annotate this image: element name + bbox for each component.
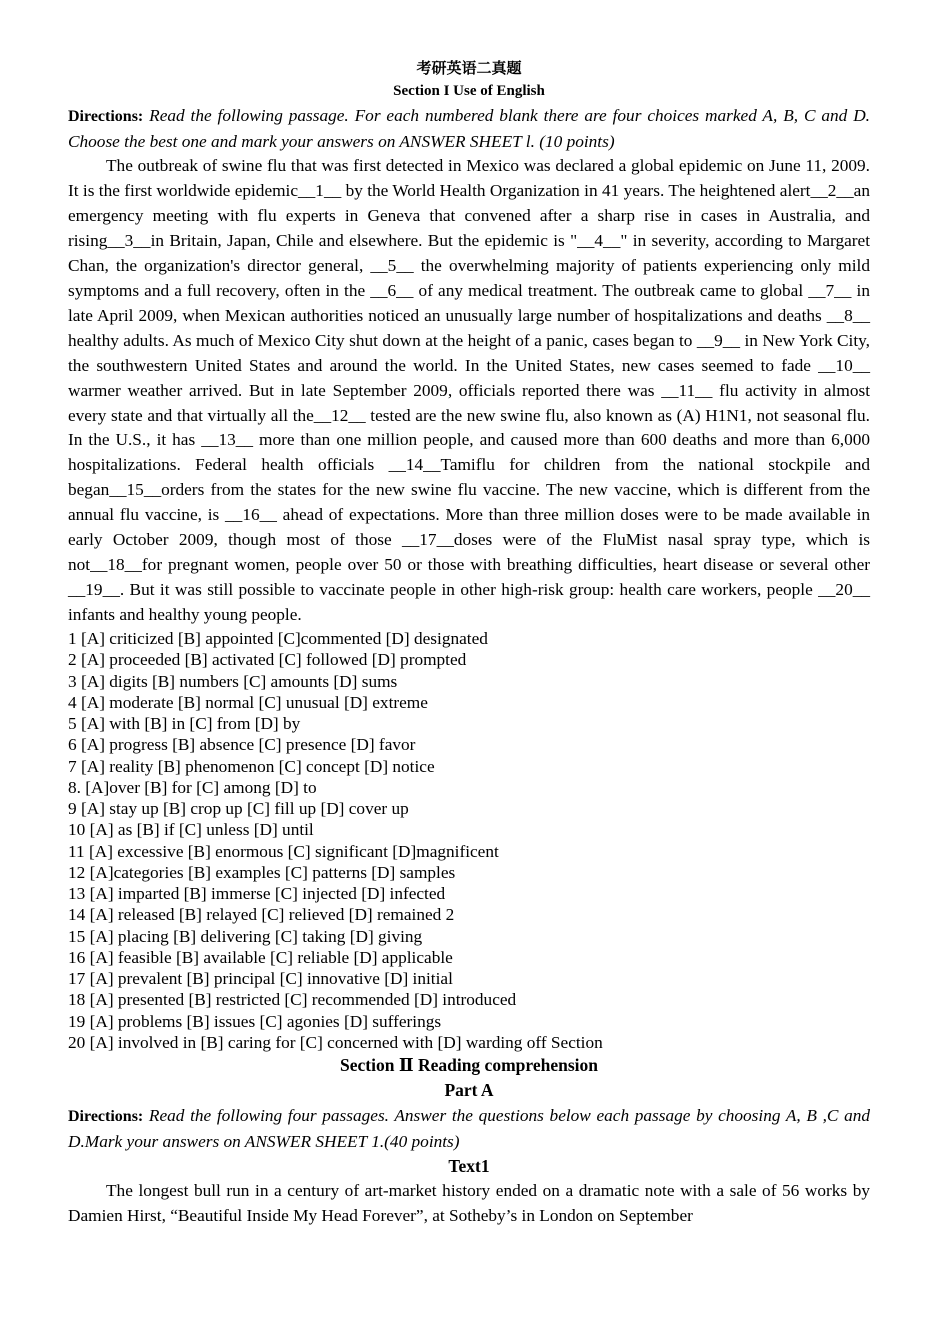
document-title: 考研英语二真题 [416,61,522,77]
option-line: 18 [A] presented [B] restricted [C] recommended [D] introduced [68,990,517,1010]
option-line: 2 [A] proceeded [B] activated [C] followed [D] prompted [68,650,467,670]
option-line: 15 [A] placing [B] delivering [C] taking [D] giving [68,926,423,946]
option-line: 3 [A] digits [B] numbers [C] amounts [D] sums [68,671,398,691]
option-line: 20 [A] involved in [B] caring for [C] concerned with [D] warding off Section [68,1032,603,1052]
cloze-options-list [68,628,870,1053]
option-line: 1 [A] criticized [B] appointed [C]commented [D] designated [68,629,488,649]
option-line: 16 [A] feasible [B] available [C] reliable [D] applicable [68,947,453,967]
text-1-title: Text1 [448,1156,490,1177]
option-line: 8. [A]over [B] for [C] among [D] to [68,777,317,797]
text-1-paragraph: The longest bull run in a century of art-market history ended on a dramatic note with a sale of 56 works by Damien Hirst, “Beautiful Inside My Head Forever”, at Sotheby’s in London on September [68,1181,870,1226]
directions-text: Read the following four passages. Answer the questions below each passage by choosing A, B ,C and D.Mark your answers on ANSWER SHEET 1.(40 points) [68,1106,870,1152]
directions-text: Read the following passage. For each numbered blank there are four choices marked A, B, C and D. Choose the best one and mark your answers on ANSWER SHEET l. (10 points) [68,106,870,151]
option-line: 7 [A] reality [B] phenomenon [C] concept [D] notice [68,756,435,776]
cloze-passage: The outbreak of swine flu that was first detected in Mexico was declared a global epidemic on June 11, 2009. It is the first worldwide epidemic__1__ by the World Health Organization in 41 years. The heightened alert__2__an emergency meeting with flu experts in Geneva that convened after a sharp rise in cases in Australia, and rising__3__in Britain, Japan, Chile and elsewhere. But the epidemic is "__4__" in severity, according to Margaret Chan, the organization's director general, __5__ the overwhelming majority of patients experiencing only mild symptoms and a full recovery, often in the __6__ of any medical treatment. The outbreak came to global __7__ in late April 2009, when Mexican authorities noticed an unusually large number of hospitalizations and deaths __8__ healthy adults. As much of Mexico City shut down at the height of a panic, cases began to __9__ in New York City, the southwestern United States and around the world. In the United States, new cases seemed to fade __10__ warmer weather arrived. But in late September 2009, officials reported there was __11__ flu activity in almost every state and that virtually all the__12__ tested are the new swine flu, also known as (A) H1N1, not seasonal flu. In the U.S., it has __13__ more than one million people, and caused more than 600 deaths and more than 6,000 hospitalizations. Federal health officials __14__Tamiflu for children from the national stockpile and began__15__orders from the states for the new swine flu vaccine. The new vaccine, which is different from the annual flu vaccine, is __16__ ahead of expectations. More than three million doses were to be made available in early October 2009, though most of those __17__doses were of the FluMist nasal spray type, which is not__18__for pregnant women, people over 50 or those with breathing difficulties, heart disease or several other __19__. But it was still possible to vaccinate people in other high-risk group: health care workers, people __20__ infants and healthy young people. [68,156,870,625]
section-2-heading: Section Ⅱ Reading comprehension [340,1055,598,1076]
document-page [68,58,870,1229]
option-line: 5 [A] with [B] in [C] from [D] by [68,714,301,734]
option-line: 19 [A] problems [B] issues [C] agonies [D] sufferings [68,1011,442,1031]
option-line: 12 [A]categories [B] examples [C] patterns [D] samples [68,862,456,882]
option-line: 9 [A] stay up [B] crop up [C] fill up [D] cover up [68,799,409,819]
option-line: 10 [A] as [B] if [C] unless [D] until [68,820,314,840]
option-line: 11 [A] excessive [B] enormous [C] significant [D]magnificent [68,841,499,861]
directions-label: Directions: [68,108,144,125]
option-line: 6 [A] progress [B] absence [C] presence [D] favor [68,735,416,755]
option-line: 4 [A] moderate [B] normal [C] unusual [D] extreme [68,692,428,712]
section-1-directions [68,103,870,154]
section-2-directions [68,1103,870,1154]
option-line: 13 [A] imparted [B] immerse [C] injected [D] infected [68,884,446,904]
option-line: 17 [A] prevalent [B] principal [C] innovative [D] initial [68,969,453,989]
section-1-heading: Section I Use of English [393,83,545,99]
directions-label: Directions: [68,1108,144,1126]
part-heading: Part A [444,1080,494,1101]
option-line: 14 [A] released [B] relayed [C] relieved [D] remained 2 [68,905,455,925]
